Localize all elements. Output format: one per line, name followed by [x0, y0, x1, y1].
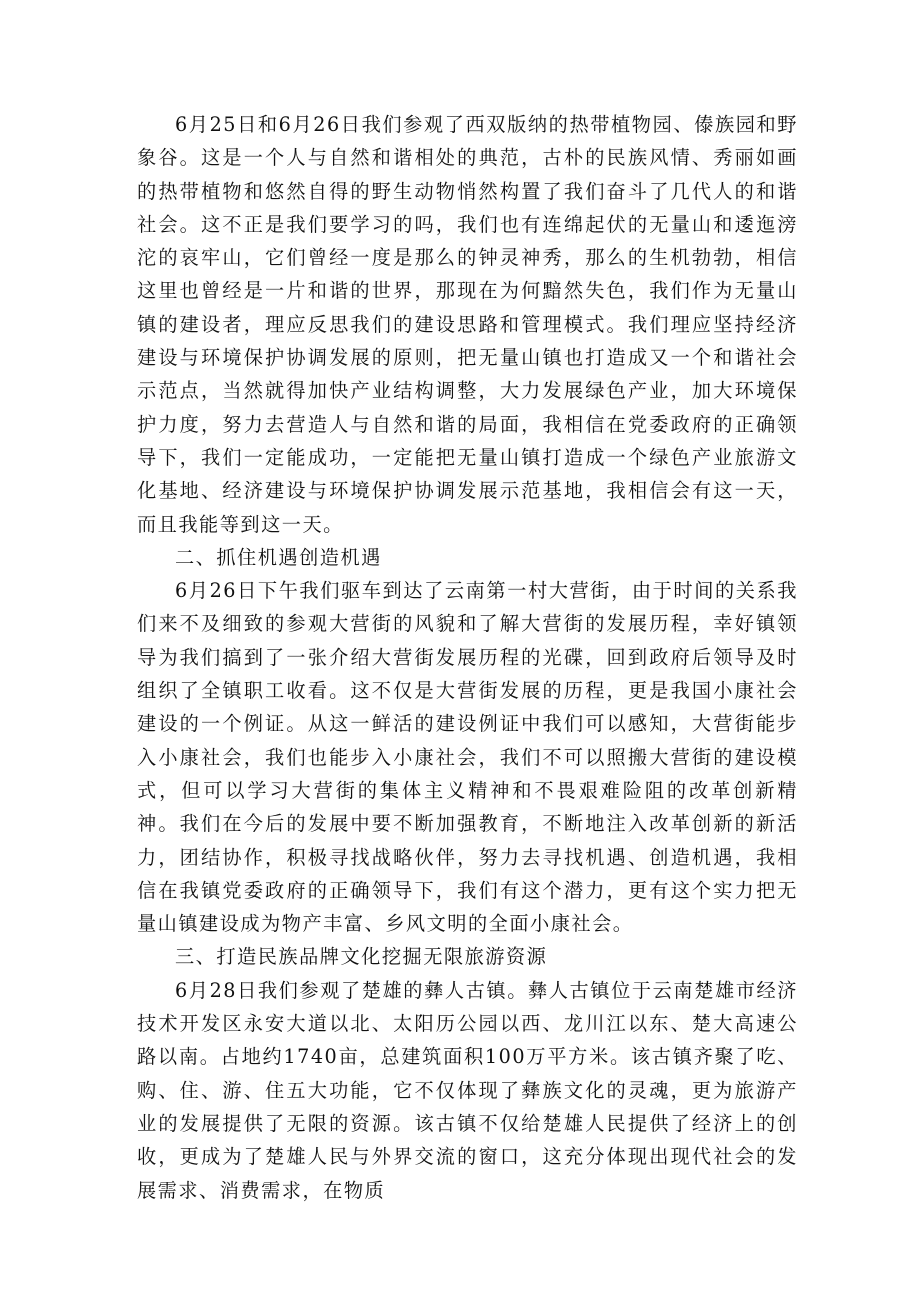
section-heading-2: 二、抓住机遇创造机遇 — [175, 545, 382, 569]
section-heading-3: 三、打造民族品牌文化挖掘无限旅游资源 — [175, 945, 548, 969]
paragraph-dayingjie: 6月26日下午我们驱车到达了云南第一村大营街，由于时间的关系我们来不及细致的参观大营街的风貌和了解大营街的发展历程，幸好镇领导为我们搞到了一张介绍大营街发展历程的光碟，回到政府后领导及时组织了全镇职工收看。这不仅是大营街发展的历程，更是我国小康社会建设的一个例证。从这一鲜活的建设例证中我们可以感知，大营街能步入小康社会，我们也能步入小康社会，我们不可以照搬大营街的建设模式，但可以学习大营街的集体主义精神和不畏艰难险阻的改革创新精神。我们在今后的发展中要不断加强教育，不断地注入改革创新的新活力，团结协作，积极寻找战略伙伴，努力去寻找机遇、创造机遇，我相信在我镇党委政府的正确领导下，我们有这个潜力，更有这个实力把无量山镇建设成为物产丰富、乡风文明的全面小康社会。 — [137, 579, 798, 936]
paragraph-yiren-ancient-town: 6月28日我们参观了楚雄的彝人古镇。彝人古镇位于云南楚雄市经济技术开发区永安大道以北、太阳历公园以西、龙川江以东、楚大高速公路以南。占地约1740亩，总建筑面积100万平方米。该古镇齐聚了吃、购、住、游、住五大功能，它不仅体现了彝族文化的灵魂，更为旅游产业的发展提供了无限的资源。该古镇不仅给楚雄人民提供了经济上的创收，更成为了楚雄人民与外界交流的窗口，这充分体现出现代社会的发展需求、消费需求，在物质 — [137, 978, 798, 1202]
paragraph-ecology: 6月25日和6月26日我们参观了西双版纳的热带植物园、傣族园和野象谷。这是一个人与自然和谐相处的典范，古朴的民族风情、秀丽如画的热带植物和悠然自得的野生动物悄然构置了我们奋斗了几代人的和谐社会。这不正是我们要学习的吗，我们也有连绵起伏的无量山和逶迤滂沱的哀牢山，它们曾经一度是那么的钟灵神秀，那么的生机勃勃，相信这里也曾经是一片和谐的世界，那现在为何黯然失色，我们作为无量山镇的建设者，理应反思我们的建设思路和管理模式。我们理应坚持经济建设与环境保护协调发展的原则，把无量山镇也打造成又一个和谐社会示范点，当然就得加快产业结构调整，大力发展绿色产业，加大环境保护力度，努力去营造人与自然和谐的局面，我相信在党委政府的正确领导下，我们一定能成功，一定能把无量山镇打造成一个绿色产业旅游文化基地、经济建设与环境保护协调发展示范基地，我相信会有这一天，而且我能等到这一天。 — [137, 113, 798, 536]
